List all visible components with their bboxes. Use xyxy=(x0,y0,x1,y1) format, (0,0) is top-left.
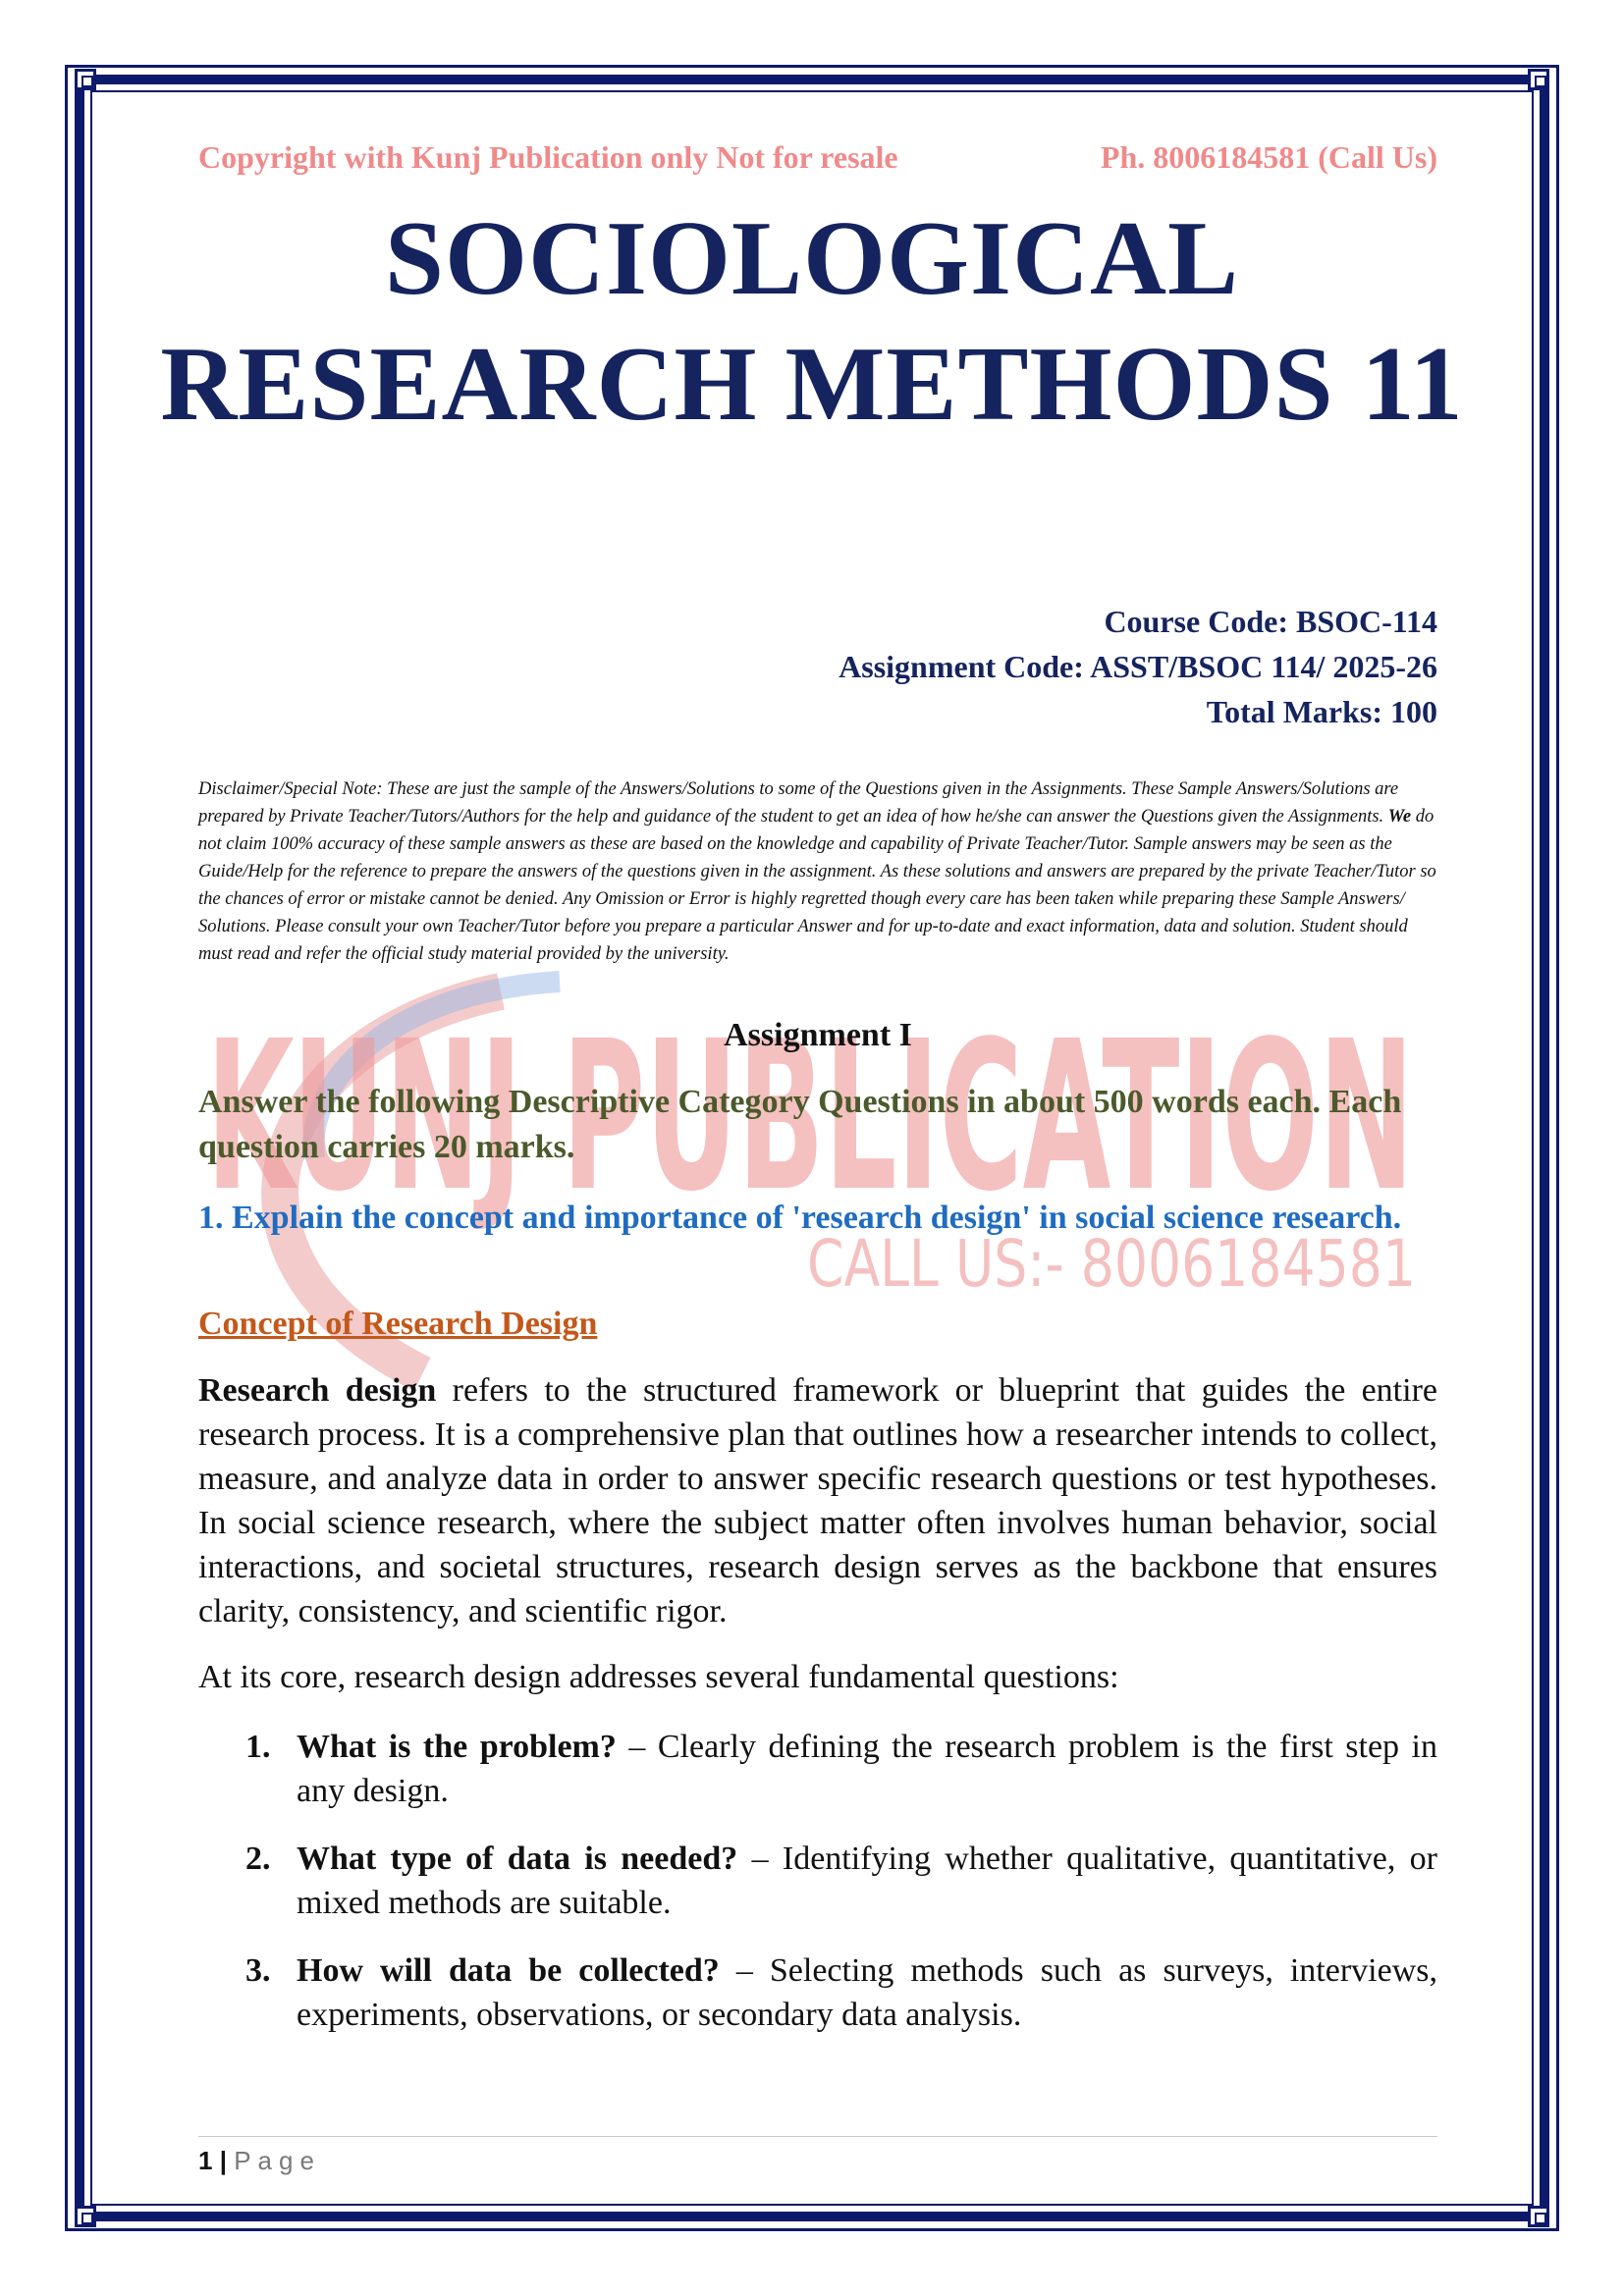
corner-ornament-bottom-right xyxy=(1528,2206,1549,2227)
disclaimer xyxy=(198,775,1437,968)
title-line-1: SOCIOLOGICAL xyxy=(384,200,1240,317)
disclaimer-we: We xyxy=(1387,807,1412,827)
assignment-instructions: Answer the following Descriptive Category Questions in about 500 words each. Each question carries 20 marks. xyxy=(198,1084,1402,1165)
disclaimer-part-2: do not claim 100% accuracy of these sample answers as these are based on the knowledge and capability of Private Teacher/Tutor. Sample answers may be seen as the Guide/Help for the reference to prepare the answers of the questions given in the assignment. As these solutions and answers are prepared by the private Teacher/Tutor so the chances of error or mistake cannot be denied. Any Omission or Error is highly regretted though every care has been taken while preparing these Sample Answers/ Solutions. Please consult your own Teacher/Tutor before you prepare a particular Answer and for up-to-date and exact information, data and solution. Student should must read and refer the official study material provided by the university. xyxy=(198,807,1436,964)
assignment-title: Assignment I xyxy=(724,1017,912,1053)
disclaimer-part-1: Disclaimer/Special Note: These are just the sample of the Answers/Solutions to some of the Questions given in the Assignments. These Sample Answers/Solutions are prepared by Private Teacher/Tutors/Authors for the help and guidance of the student to get an idea of how he/she can answer the Questions given the Assignments. xyxy=(198,779,1399,827)
assignment-code: Assignment Code: ASST/BSOC 114/ 2025-26 xyxy=(839,649,1437,684)
watermark-call-text: CALL US:- 8006184581 xyxy=(807,1226,1416,1302)
list-item-number: 3. xyxy=(245,1952,271,1989)
corner-ornament-top-left xyxy=(75,69,96,90)
list-item-text: – Clearly defining the research problem is the first step in any design. xyxy=(297,1729,1437,1809)
watermark-brand-text: KUNJ PUBLICATION xyxy=(206,996,1414,1237)
phone-text: Ph. 8006184581 (Call Us) xyxy=(1100,139,1437,175)
list-item-bold: What type of data is needed? xyxy=(297,1841,738,1877)
list-item-text: – Identifying whether qualitative, quantitative, or mixed methods are suitable. xyxy=(297,1841,1437,1921)
list-item-bold: How will data be collected? xyxy=(297,1952,720,1989)
footer-divider xyxy=(198,2136,1437,2137)
list-item-number: 2. xyxy=(245,1841,271,1877)
title-line-2: RESEARCH METHODS 11 xyxy=(160,326,1464,443)
corner-ornament-bottom-left xyxy=(75,2206,96,2227)
course-code: Course Code: BSOC-114 xyxy=(1104,604,1437,639)
page-number: 1 xyxy=(198,2146,213,2175)
list-item-number: 1. xyxy=(245,1729,271,1765)
question-1: 1. Explain the concept and importance of 'research design' in social science research. xyxy=(198,1200,1402,1236)
paragraph-research-design xyxy=(198,1368,1437,1633)
page-separator: | xyxy=(219,2146,227,2175)
list-item xyxy=(198,1725,1437,1813)
page-title xyxy=(147,196,1477,448)
copyright-header xyxy=(198,139,1437,176)
copyright-text: Copyright with Kunj Publication only Not for resale xyxy=(198,139,898,175)
list-item xyxy=(198,1837,1437,1925)
section-heading: Concept of Research Design xyxy=(198,1306,598,1342)
paragraph-body: refers to the structured framework or blueprint that guides the entire research process. It is a comprehensive plan that outlines how a researcher intends to collect, measure, and analyze data in order to answer specific research questions or test hypotheses. In social science research, where the subject matter often involves human behavior, social interactions, and societal structures, research design serves as the backbone that ensures clarity, consistency, and scientific rigor. xyxy=(198,1372,1437,1629)
page-footer xyxy=(198,2146,321,2176)
paragraph-fundamental-questions: At its core, research design addresses several fundamental questions: xyxy=(198,1659,1119,1695)
corner-ornament-top-right xyxy=(1528,69,1549,90)
fundamental-questions-list xyxy=(198,1725,1437,2060)
list-item-text: – Selecting methods such as surveys, interviews, experiments, observations, or secondary data analysis. xyxy=(297,1952,1437,2033)
page-label: Page xyxy=(234,2146,321,2175)
paragraph-bold-term: Research design xyxy=(198,1372,437,1409)
list-item xyxy=(198,1949,1437,2037)
total-marks: Total Marks: 100 xyxy=(1206,694,1437,729)
list-item-bold: What is the problem? xyxy=(297,1729,617,1765)
course-codes xyxy=(839,599,1437,734)
